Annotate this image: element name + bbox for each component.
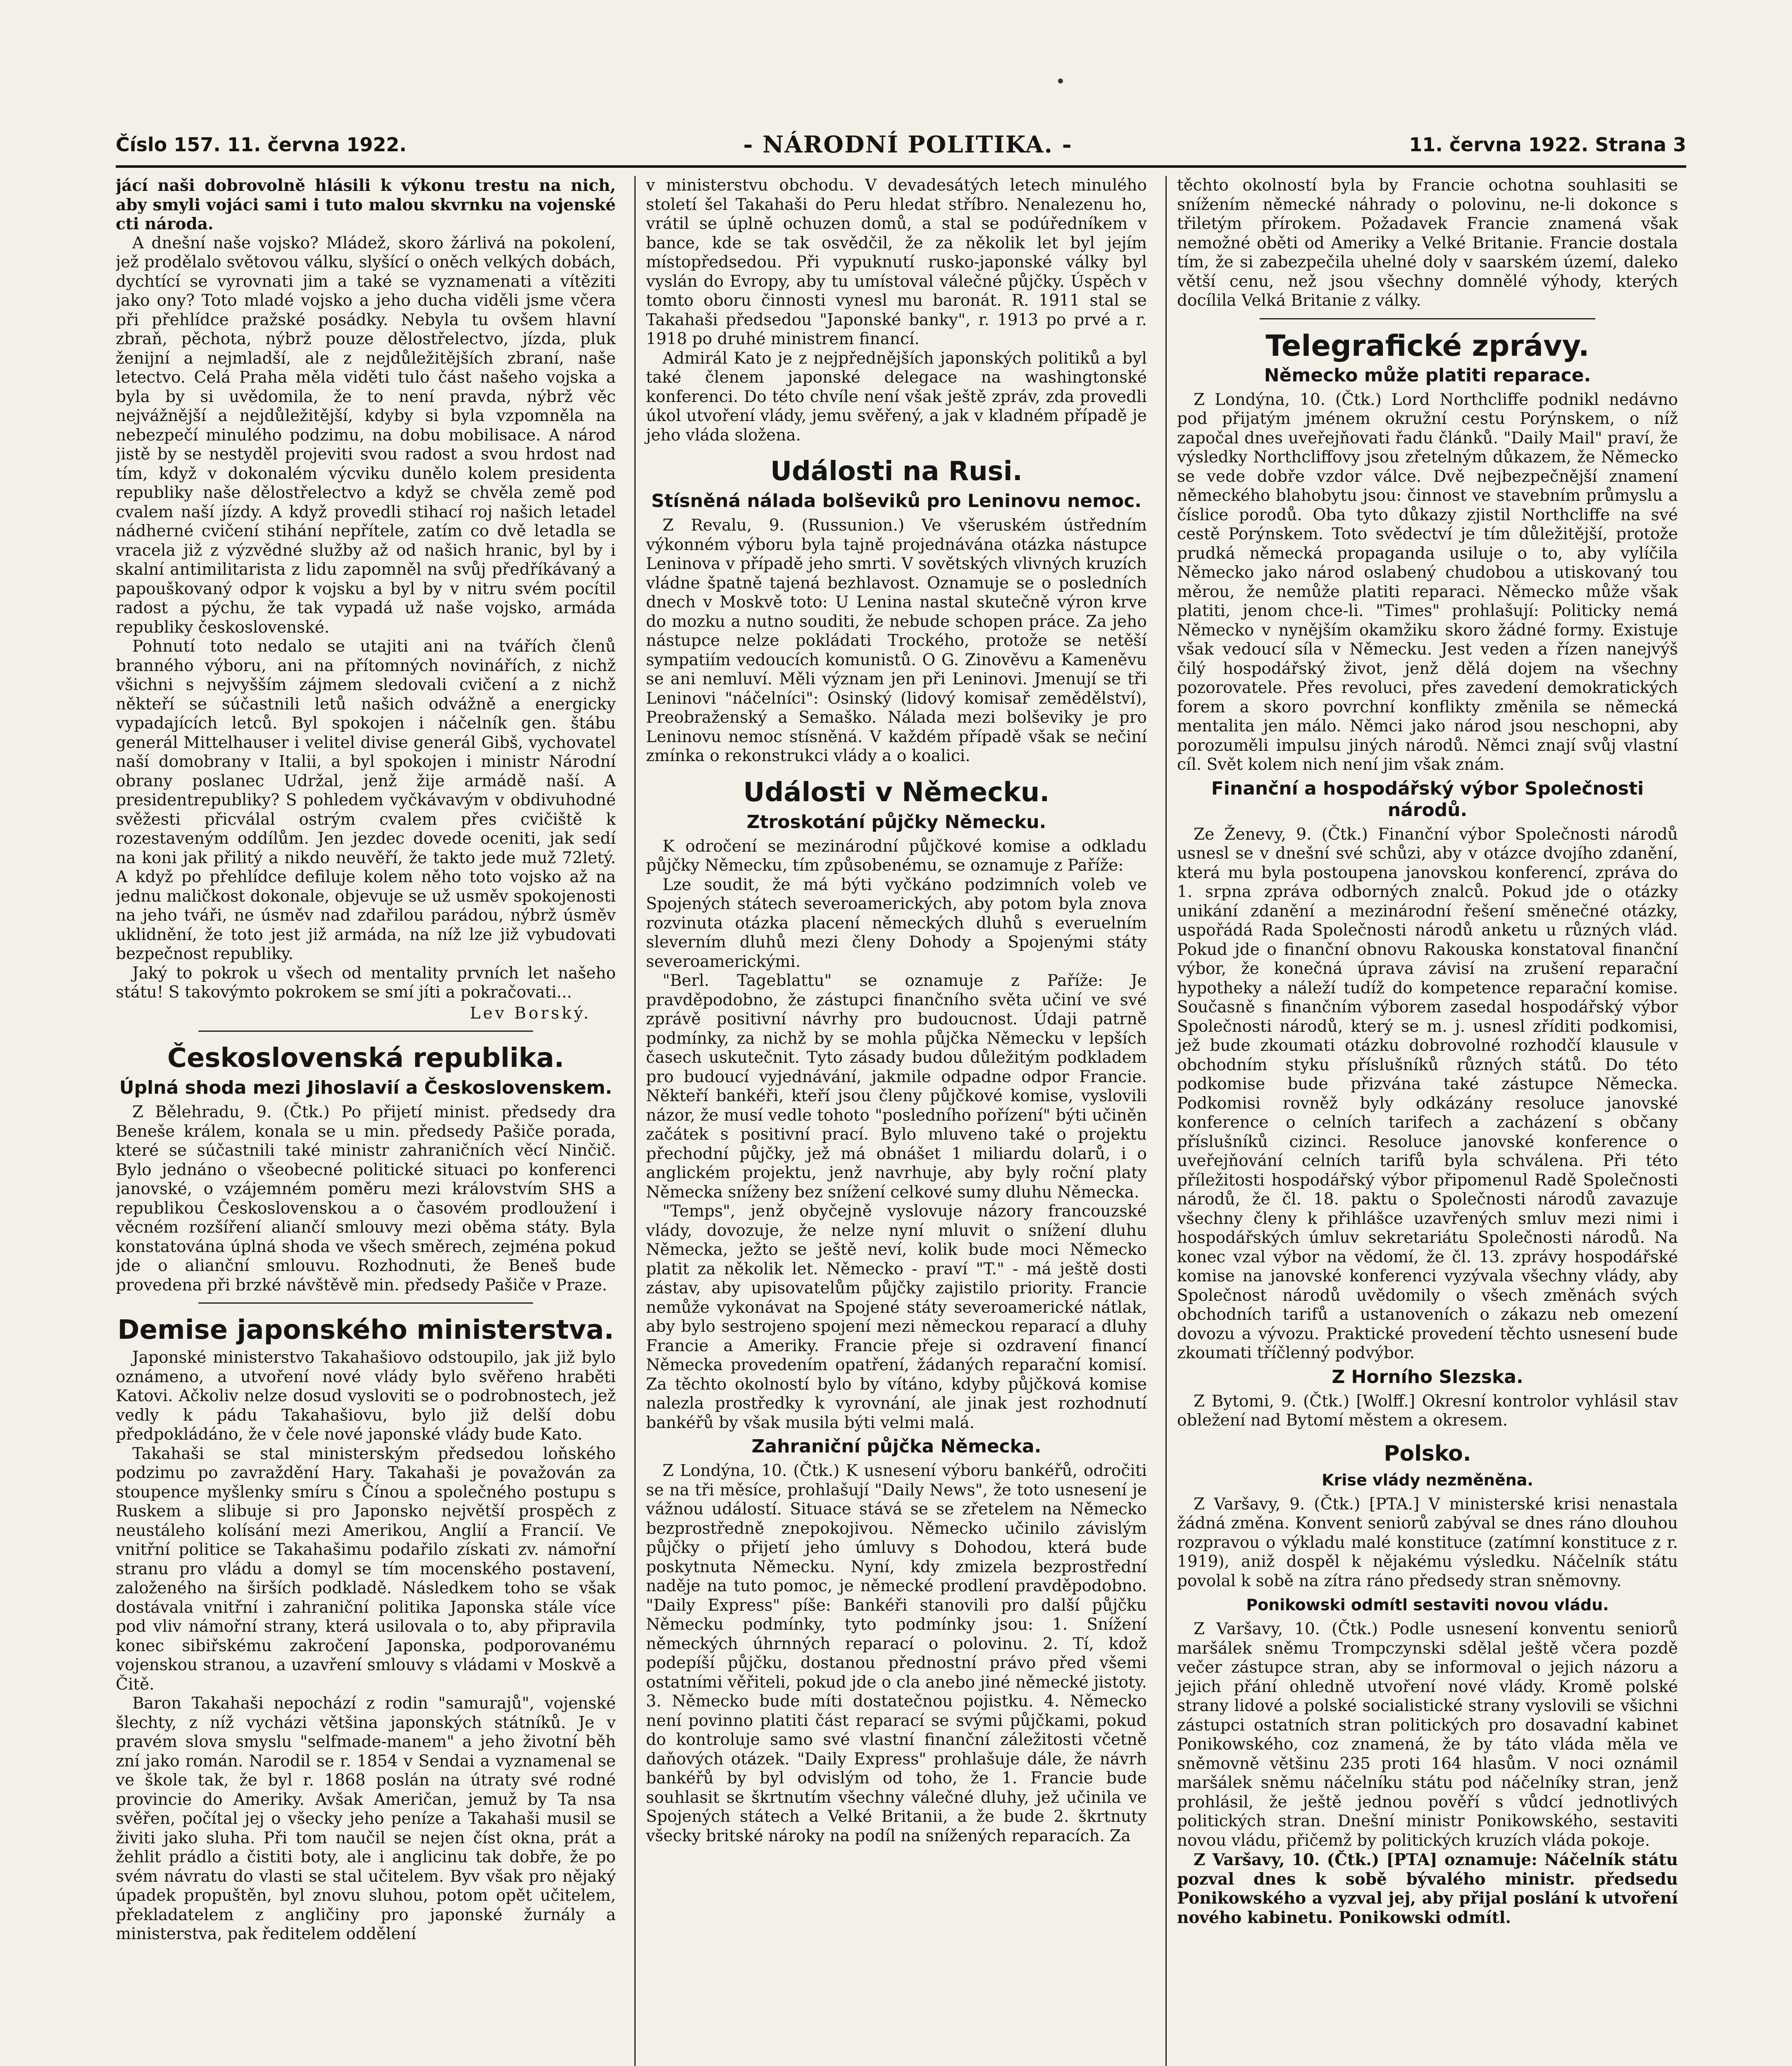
article-title: Ztroskotání půjčky Německu.	[746, 811, 1046, 833]
paragraph: v ministerstvu obchodu. V devadesátých letech minulého století šel Takahaši do Peru hledat stříbro. Nenalezenu ho, vrátil se úplně ochuzen domů, a stal se podúředníkem v bance, kde se tak osvědčil, že za několik let byl jejím místopředsedou. Při vypuknutí rusko-japonské války byl vyslán do Evropy, aby tu umístoval válečné půjčky. Úspěch v tomto oboru činnosti vynesl mu baronát. R. 1911 stal se Takahaši předsedou "Japonské banky", r. 1913 po prvé a r. 1918 po druhé ministrem financí.	[646, 176, 1147, 348]
divider	[198, 1302, 533, 1304]
paragraph: Baron Takahaši nepochází z rodin "samurajů", vojenské šlechty, z níž vycházi většina japonských státníků. Je v pravém slova smyslu "selfmade-manem" a jeho životní běh zní jako román. Narodil se r. 1854 v Sendai a vyznamenal se ve škole tak, že byl r. 1868 poslán na útraty své rodné provincie do Ameriky. Avšak Američan, jemuž by Ta nsa svěřen, počítal jej o všecky jeho peníze a Takahaši musil se živiti jako sluha. Při tom naučil se nejen číst okna, prát a žehlit prádlo a čistiti boty, ale i anglicinu tak dobře, že po svém návratu do vlasti se stal učitelem. Byv však pro nějaký úpadek propuštěn, byl znovu sluhou, potom opět učitelem, překladatelem z angličiny pro japonské žurnály a ministerstva, pak ředitelem oddělení	[116, 1694, 616, 1943]
article-text: Z Bytomi, 9. (Čtk.) [Wolff.] Okresní kontrolor vyhlásil stav obležení nad Bytomí městem a okresem.	[1177, 1392, 1678, 1430]
article-title: Úplná shoda mezi Jihoslavií a Československem.	[119, 1077, 612, 1098]
issue-number: Číslo 157. 11. června 1922.	[116, 133, 407, 156]
article-title: Finanční a hospodářský výbor Společnosti národů.	[1211, 778, 1644, 821]
paragraph: Lze soudit, že má býti vyčkáno podzimních voleb ve Spojených státech severoamerických, aby potom byla znova rozvinuta otázka placení německých dluhů s everuelním sleverním dluhů mezi členy Dohody a Spojenými státy severoamerickými.	[646, 875, 1147, 971]
article-text: Z Varšavy, 10. (Čtk.) Podle usnesení konventu seniorů maršálek sněmu Trompczynski sdělal ještě včera pozdě večer zástupce stran, aby se informoval o jejich názoru a jejich přání ohledně utvoření nové vlády. Kromě polské strany lidové a polské socialistické strany vyslovili se všichni zástupci ostatních stran politických pro dosavadní kabinet Ponikowského, coz znamená, že by táto vláda měla ve sněmovně většinu 235 proti 164 hlasům. V noci oznámil maršálek sněmu náčelníku státu pod náčelníky stran, jenž prohlásil, že ještě jednou pověří s vůdcí jednotlivých politických stran. Dnešní ministr Ponikowského, sestaviti novou vládu, přičemž by politických kruzích vláda pokoje.	[1177, 1620, 1678, 1850]
article-text: Z Varšavy, 9. (Čtk.) [PTA.] V ministerské krisi nenastala žádná změna. Konvent seniorů zabýval se dnes ráno dlouhou rozpravou o výkladu malé konstituce (zatímní konstituce z r. 1919), aniž dospěl k nějakému výsledku. Náčelník státu povolal k sobě na zítra ráno předsedy stran sněmovny.	[1177, 1495, 1678, 1590]
article-text: Z Revalu, 9. (Russunion.) Ve všeruském ústředním výkonném výboru byla tajně projednávána otázka nástupce Leninova v případě jeho smrti. V sovětských vlivných kruzích vládne špatně tajená bezhlavost. Oznamuje se o posledních dnech v Moskvě toto: U Lenina nastal skutečně výron krve do mozku a nutno souditi, že nebude schopen práce. Za jeho nástupce nelze pokládati Trockého, protože se netěší sympatiím vedoucích komunistů. O G. Zinověvu a Kameněvu se ani nemluví. Měli význam jen při Leninovi. Jmenují se tři Leninovi "náčelníci": Osinský (lidový komisař zemědělství), Preobraženský a Semaško. Nálada mezi bolševiky je pro Leninovu nemoc stísněná. V každém případě však se nečiní zmínka o rekonstrukci vlády a o koalici.	[646, 516, 1147, 765]
column-3	[1165, 176, 1678, 2066]
article-text: Z Varšavy, 10. (Čtk.) [PTA] oznamuje: Náčelník státu pozval dnes k sobě bývalého ministr. předsedu Ponikowského a vyzval jej, aby přijal poslání k utvoření nového kabinetu. Ponikowski odmítl.	[1177, 1850, 1678, 1927]
divider	[198, 1031, 533, 1032]
article-title: Zahraniční půjčka Německa.	[751, 1436, 1041, 1457]
article-text: Z Londýna, 10. (Čtk.) K usnesení výboru bankéřů, odročiti se na tři měsíce, prohlašují "Daily News", že toto usnesení je vážnou událostí. Situace stává se se zřetelem na Německo bezprostředně znepokojivou. Německo učinilo závislým půjčky o přijetí jeho úmluvy s Dohodou, která bude poskytnuta Německu. Nyní, kdy zmizela bezprostřední naděje na tuto pomoc, je německé prodlení pravděpodobno. "Daily Express" píše: Bankéři stanovili pro další půjčku Německu podmínky, tyto podmínky jsou: 1. Snížení německých úhrnných reparací o polovinu. 2. Tí, kdož podepíší půjčku, dostanou přednostní právo před všemi ostatními věřiteli, pokud jde o cla anebo jiné německé jistoty. 3. Německo bude míti dostatečnou pojistku. 4. Německo není povinno platiti část reparací se svými půjčkami, pokud do kontroluje samo své vlastní finanční záležitosti včetně daňových otázek. "Daily Express" prohlašuje dále, že návrh bankéřů by byl odvislým od toho, že 1. Francie bude souhlasit se škrtnutím všechny válečné dluhy, jež učinila ve Spojených státech a Velké Britanii, a že bude 2. škrtnuty všecky britské nároky na podíl na snížených reparacích. Za	[646, 1461, 1147, 1845]
paragraph: Admirál Kato je z nejpřednějších japonských politiků a byl také členem japonské delegace na washingtonské konferenci. Do této chvíle není však ještě zpráv, zda provedli úkol utvoření vlády, jemu svěřený, a jak v kladném případě je jeho vláda složena.	[646, 349, 1147, 445]
column-2	[634, 176, 1147, 2066]
paragraph: Japonské ministerstvo Takahašiovo odstoupilo, jak již bylo oznámeno, a utvoření nové vlády bylo svěřeno hraběti Katovi. Ačkoliv nelze dosud vysloviti se o podrobnostech, jež vedly k pádu Takahašiovu, bylo již delší dobu předpokládáno, že v čele nové japonské vlády bude Kato.	[116, 1348, 616, 1444]
newspaper-title: - NÁRODNÍ POLITIKA. -	[743, 131, 1072, 158]
article-title: Německo může platiti reparace.	[1264, 364, 1591, 386]
paragraph: Jaký to pokrok u všech od mentality prvních let našeho státu! S takovýmto pokrokem se smí jíti a pokračovati...	[116, 964, 616, 1002]
section-title: Události na Rusi.	[770, 456, 1022, 487]
article-title: Stísněná nálada bolševiků pro Leninovu nemoc.	[651, 490, 1142, 512]
paragraph: A dnešní naše vojsko? Mládež, skoro žárlivá na pokolení, jež prodělalo světovou válku, slyšící o oněch velkých dobách, dychtící se vyrovnati jim a také se vyznamenati a vítěziti jako ony? Toto mladé vojsko a jeho ducha viděli jsme včera při přehlídce pražské posádky. Nebyla tu ovšem hlavní zbraň, pěchota, nýbrž pouze dělostřelectvo, jízda, pluk ženijní a nejmladší, ale z nejdůležitějších zbraní, naše letectvo. Celá Praha měla viděti tulo část našeho vojska a byla by si uvědomila, že to není pravda, nýbrž věc nejvážnější a nejdůležitější, kdyby si byla vzpomněla na nebezpečí minulého podzimu, na dobu mobilisace. A národ jistě by se nestyděl projeviti svou radost a svou hrdost nad tím, když v dokonalém výcviku dunělo kolem presidenta republiky naše dělostřelectvo a když se chvěla země pod cvalem naší jízdy. A když provedli stihací roj našich letadel nádherné cvičení stihání nepřítele, zatím co dvě letadla se vracela již z výzvědné služby až od našich hranic, byl by i skalní antimilitarista z lidu zapomněl na svůj předříkávaný a papouškovaný odpor k vojsku a byl by v nitru svém pocítil radost a pýchu, že tak vypadá už naše vojsko, armáda republiky československé.	[116, 233, 616, 637]
paragraph: Pohnutí toto nedalo se utajiti ani na tvářích členů branného výboru, ani na přítomných novinářích, z nichž všichni s nejvyšším zájmem sledovali cvičení a z nichž někteří se súčastnili letů našich odvážně a energicky vypadajících letců. Byl spokojen i náčelník gen. štábu generál Mittelhauser i velitel divise generál Gibš, vychovatel naší domobrany v Italii, a byl spokojen i ministr Národní obrany poslanec Udržal, jenž žije armádě naší. A presidentrepubliky? S pohledem vyčkávavým v obdivuhodné svěžesti přicválal ostrým cvalem přes cvičiště k rozestaveným oddílům. Jen jezdec dovede oceniti, jak sedí na koni jak přilitý a nikdo neuvěří, že takto jede muž 72letý. A když po přehlídce defiluje kolem něho toto vojsko až na jednu maličkost dokonale, objevuje se už usměv spokojenosti na jeho tváři, ne úsměv nad zdařilou parádou, nýbrž úsměv uklidnění, že toto jest již armáda, na níž lze již vybudovati bezpečnost republiky.	[116, 637, 616, 963]
paragraph: těchto okolností byla by Francie ochotna souhlasiti se snížením německé náhrady o polovinu, ne-li dokonce s třiletým přírokem. Požadavek Francie znamená však nemožné oběti od Ameriky a Velké Britanie. Francie dostala tím, že si zabezpečila uhelné doly v saarském území, daleko větší cenu, než jsou všechny domnělé výhody, kterých docílila Velká Britanie z války.	[1177, 176, 1678, 310]
columns	[116, 176, 1686, 2066]
newspaper-page	[116, 124, 1686, 2066]
paragraph: jácí naši dobrovolně hlásili k výkonu trestu na nich, aby smyli vojáci sami i tuto malou skvrnku na vojenské cti národa.	[116, 176, 616, 233]
scan-speck	[1058, 79, 1063, 83]
section-title: Československá republika.	[167, 1043, 565, 1073]
article-title: Z Horního Slezska.	[1332, 1366, 1523, 1388]
article-title: Ponikowski odmítl sestaviti novou vládu.	[1246, 1596, 1609, 1614]
date-and-page: 11. června 1922. Strana 3	[1409, 133, 1686, 156]
article-subtitle: Krise vlády nezměněna.	[1322, 1471, 1533, 1489]
divider	[1260, 318, 1595, 319]
paragraph: Takahaši se stal ministerským předsedou loňského podzimu po zavraždění Hary. Takahaši je považován za stoupence myšlenky smíru s Čínou a společného postupu s Ruskem a slibuje si pro Japonsko největší prospěch z neustáleho kolísání mezi Amerikou, Anglií a Francií. Ve vnitřní politice se Takahašimu podařilo získati zv. námořní stranu pro vládu a domyl se tím mocenského postavení, založeného na širších podkladě. Následkem toho se však dostávala vnitřní i zahraniční politika Japonska stále více pod vliv námořní strany, která usilovala o to, aby připravila konec sibiřskému zakročení Japonska, podporovanému vojenskou stranou, a uzavření smlouvy s vládami v Moskvě a Čitě.	[116, 1444, 616, 1694]
paragraph: "Temps", jenž obyčejně vyslovuje názory francouzské vlády, dovozuje, že nelze nyní mluvit o snížení dluhu Německa, ježto se ještě neví, kolik bude moci Německo platit za několik let. Německo - praví "T." - má ještě dosti zástav, aby upisovatelům půjčky zajistilo priority. Francie nemůže vykonávat na Spojené státy severoamerické nátlak, aby bylo sestrojeno spojení mezi německou reparací a dluhy Francie a Ameriky. Francie přeje si ozdravení financí Německa provedením opatření, žádaných reparační komisí. Za těchto okolností bylo by vítáno, kdyby půjčková komise nalezla prostředky k vyrovnání, ale jinak jest rozhodnutí bankéřů by však musila býti velmi malá.	[646, 1202, 1147, 1432]
column-1	[116, 176, 616, 2066]
section-title: Události v Německu.	[743, 777, 1050, 808]
section-title: Polsko.	[1384, 1441, 1471, 1466]
paragraph: "Berl. Tageblattu" se oznamuje z Paříže: Je pravděpodobno, že zástupci finančního světa učiní ve své zprávě positivní návrhy pro budoucnost. Údaji patrně podmínky, za nichž by se mohla půjčka Německu v lepších časech uskutečnit. Tyto zásady budou důležitým podkladem pro budoucí vyjednávání, jakmile odpadne odpor Francie. Někteří bankéři, kteří jsou členy půjčkové komise, vyslovili názor, že musí vedle tohoto "posledního pořízení" býti učiněn začátek s positivní prací. Bylo mluveno také o projektu přechodní půjčky, jež má obnášet 1 miliardu dolarů, i o anglickém projektu, jenž navrhuje, aby byly roční platy Německa sníženy bez snížení celkové sumy dluhu Německa.	[646, 971, 1147, 1202]
paragraph: K odročení se mezinárodní půjčkové komise a odkladu půjčky Německu, tím způsobenému, se oznamuje z Paříže:	[646, 837, 1147, 875]
article-title: Demise japonského ministerstva.	[117, 1315, 614, 1345]
page-header	[116, 124, 1686, 168]
article-text: Z Bělehradu, 9. (Čtk.) Po přijetí minist. předsedy dra Beneše králem, konala se u min. předsedy Pašiče porada, které se súčastnili také ministr zahraničních věcí Ninčič. Bylo jednáno o všeobecné politické situaci po konferenci janovské, o vzájemném poměru mezi královstvím SHS a republikou Československou a o časovém prodloužení i věcném rozšíření aliančí smlouvy mezi oběma státy. Byla konstatována úplná shoda ve všech směrech, zejména pokud jde o alianční smlouvu. Rozhodnuti, že Beneš bude provedena při brzké návštěvě min. předsedy Pašiče v Praze.	[116, 1103, 616, 1295]
section-title: Telegrafické zprávy.	[1265, 328, 1589, 363]
article-text: Ze Ženevy, 9. (Čtk.) Finanční výbor Společnosti národů usnesl se v dnešní své schůzi, aby v otázce dvojího zdanění, která mu byla postoupena janovskou konferencí, zpráva do 1. srpna zpráva odborných znalců. Pokud jde o otázky unikání zdanění a mezinárodní řešení směnečné otázky, uspořádá Rada Společnosti národů anketu u různých vlád. Pokud jde o finanční obnovu Rakouska konstatoval finanční výbor, že konečná úprava závisí na zrušení reparační hypotheky a náleží tudíž do kompetence reparační komise. Současně s finančním výborem zasedal hospodářský výbor Společnosti národů, který se m. j. usnesl zříditi podkomisi, jež bude zkoumati otázku dobrovolné rozhodčí klausule v obchodním styku příslušníků různých států. Do této podkomise bude přizvána také zástupce Německa. Podkomisi rovněž byly odkázány resoluce janovské konference o celních tarifech a zacházení s občany příslušníků cizinci. Resoluce janovské konference o uveřejňování celních tarifů byla schválena. Při této příležitosti hospodářský výbor připomenul Radě Společnosti národů, že čl. 18. paktu o Společnosti národů zavazuje všechny členy k přihlášce uzavřených smluv mezi nimi i hospodářských úmluv sekretariátu Společnosti národů. Na konec vzal výbor na vědomí, že čl. 13. zprávy hospodářské komise na janovské konferenci vyzývala všechny vlády, aby Společnost národů uvědomily o všech změnách svých obchodních tarifů a ustanoveních o zákazu neb omezení dovozu a vývozu. Praktické provedení těchto usnesení bude zkoumati tříčlenný podvýbor.	[1177, 825, 1678, 1362]
article-text: Z Londýna, 10. (Čtk.) Lord Northcliffe podnikl nedávno pod přijatým jménem okružní cestu Porýnskem, o níž započal dnes uveřejňovati řadu článků. "Daily Mail" praví, že výsledky Northcliffovy jsou zřetelným důkazem, že Německo se vede dobře vzdor válce. Dvě nejbezpečnější znamení německého blahobytu jsou: činnost ve stavebním průmyslu a číslice porodů. Oba tyto důkazy zjistil Northcliffe na své cestě Porýnskem. Toto svědectví je tím důležitější, protože prudká německá propaganda usiluje o to, aby vylíčila Německo jako národ oslabený chudobou a utiskovaný tou měrou, že nemůže platiti reparaci. Německo může však platiti, jenom chce-li. "Times" prohlašují: Politicky nemá Německo v nynějším okamžiku skoro žádné formy. Existuje však vedoucí síla v Německu. Jest veden a řízen nanejvýš čilý hospodářský život, jenž dělá dojem na všechny pozorovatele. Přes revoluci, přes zavedení demokratických forem a skoro povrchní konflikty změnila se německá mentalita jen málo. Němci jako národ jsou neschopni, aby porozuměli impulsu jiných národů. Němci znají svůj vlastní cíl. Svět kolem nich není jim však znám.	[1177, 390, 1678, 774]
author-signature: Lev Borský.	[469, 1004, 591, 1023]
